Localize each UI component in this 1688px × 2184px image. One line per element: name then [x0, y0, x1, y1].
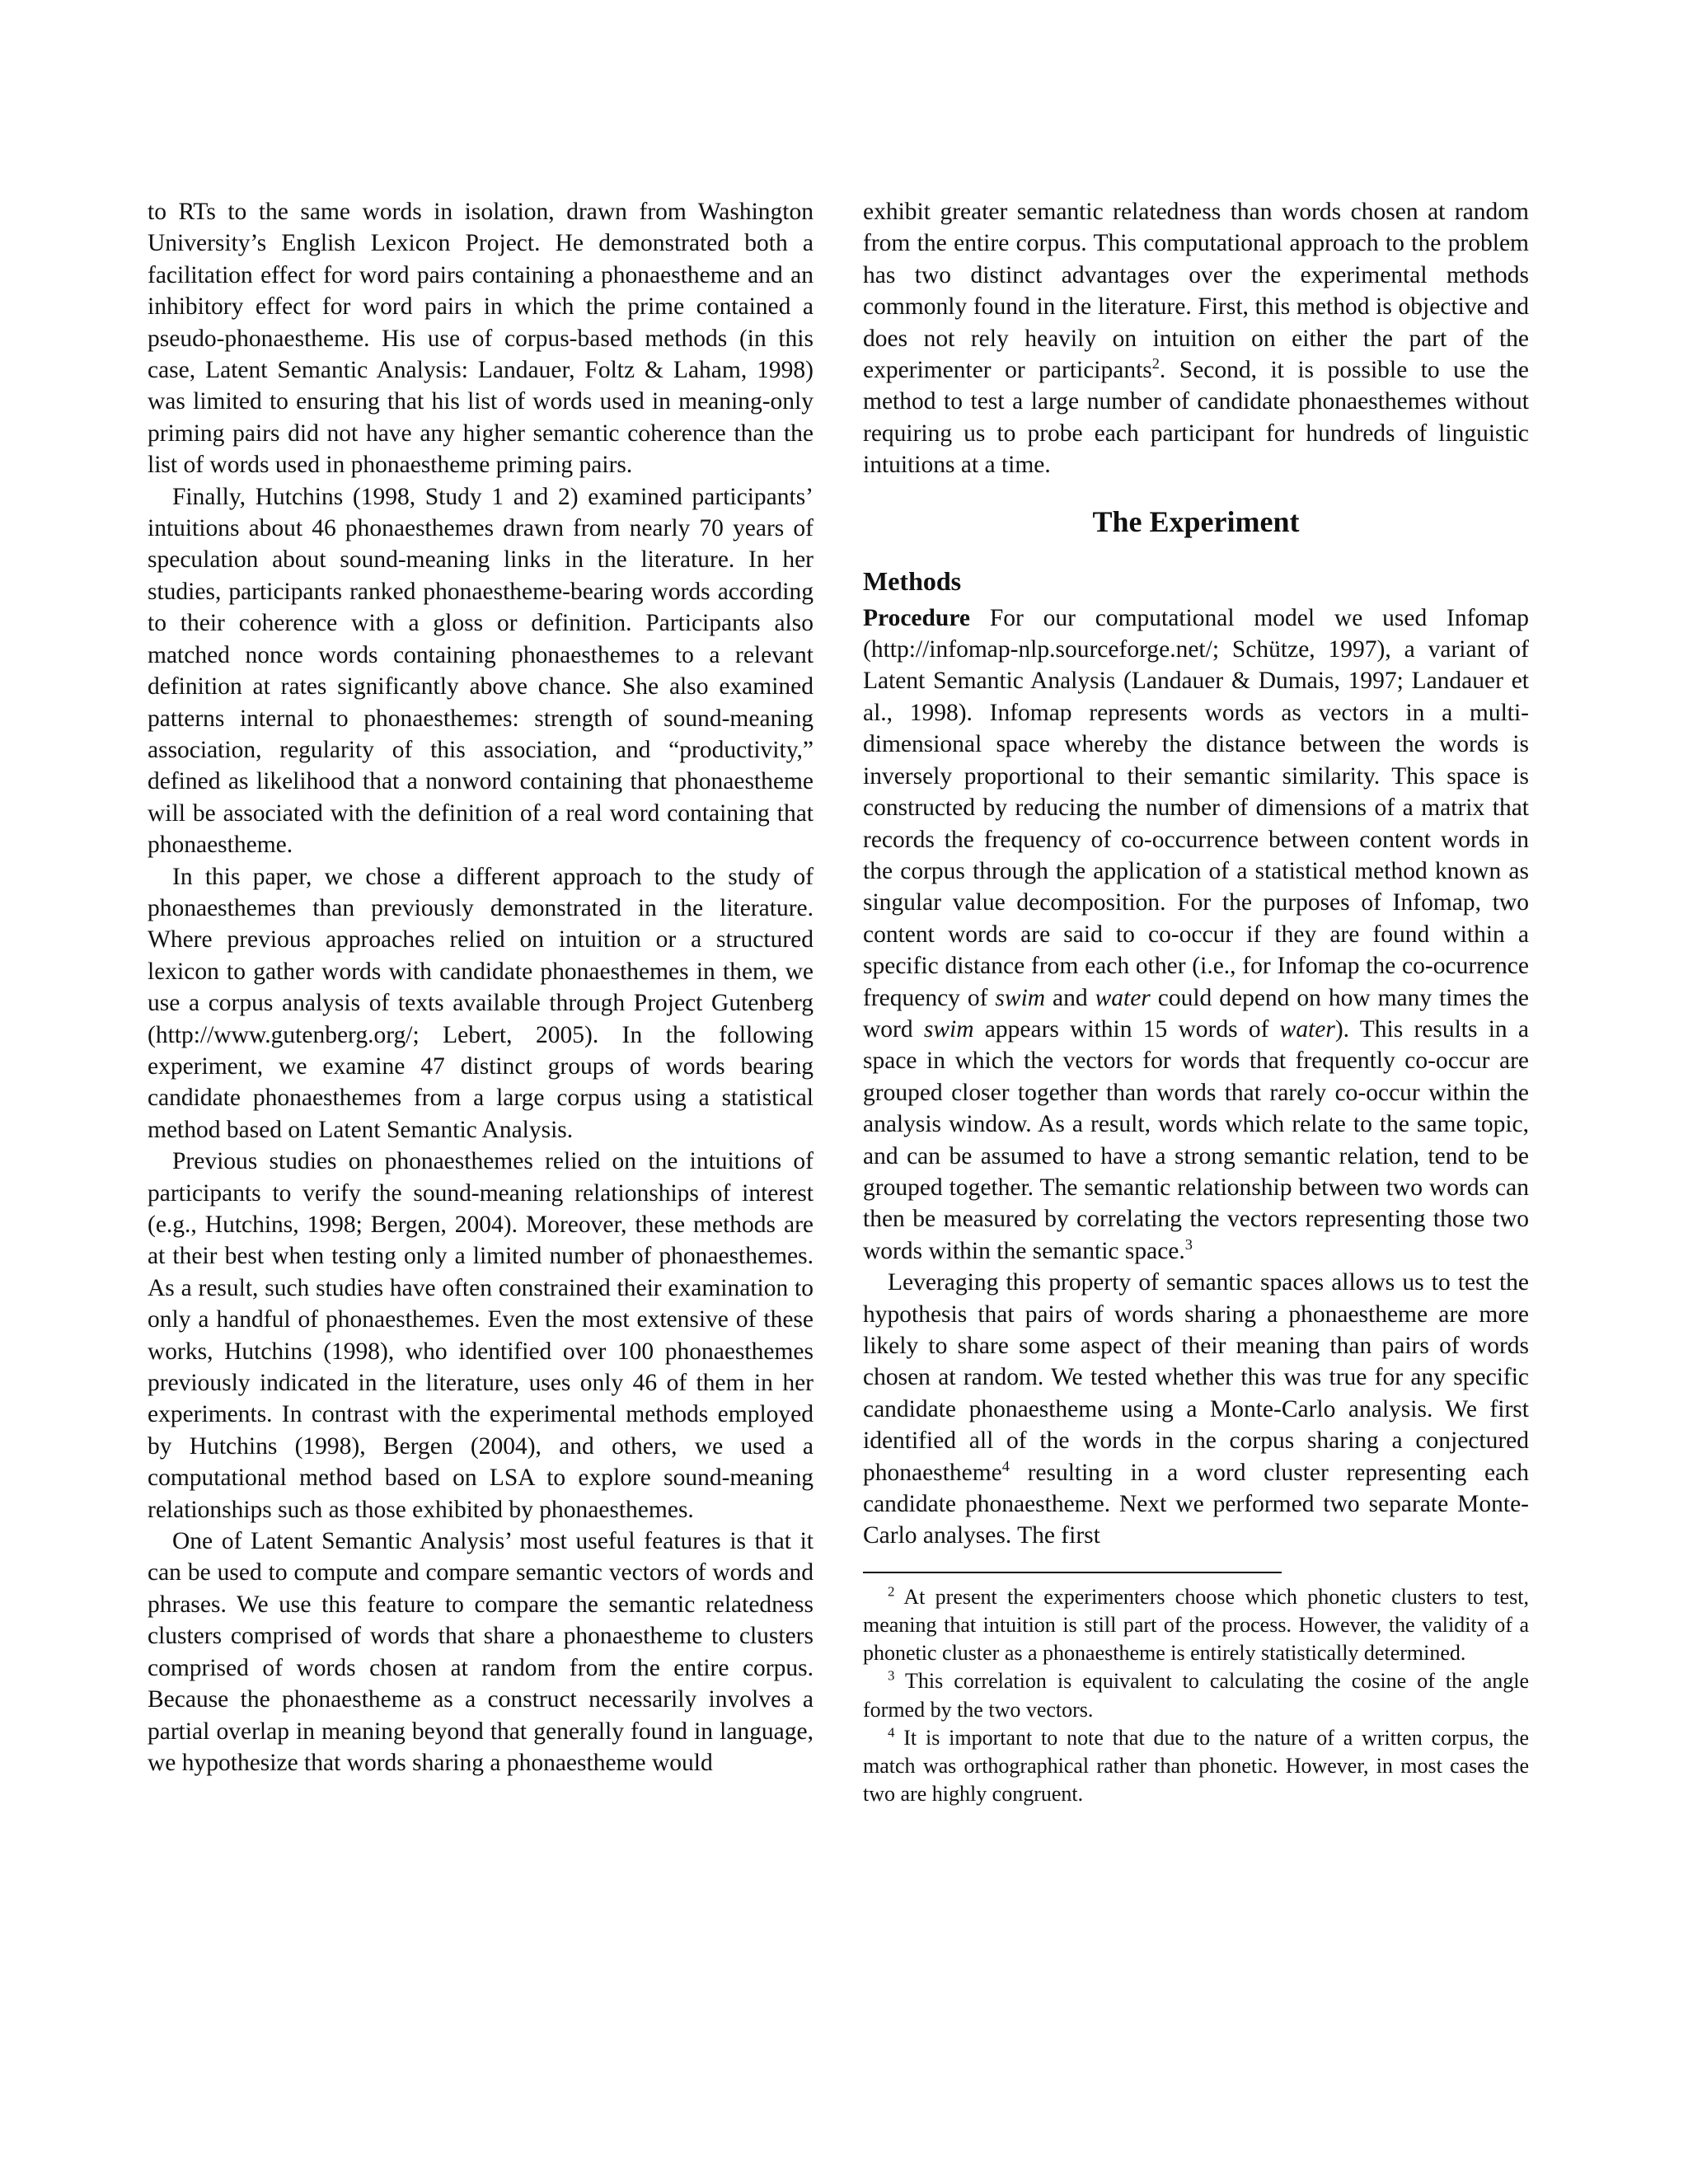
text-run: could depend on how many times the word	[863, 984, 1529, 1043]
footnote-text: It is important to note that due to the nature of a written corpus, the match was orthographical rather than phonetic. However, in most cases the two are highly congruent.	[863, 1725, 1529, 1807]
text-run: appears within 15 words of	[973, 1015, 1280, 1043]
footnote-ref[interactable]: 4	[1001, 1457, 1010, 1474]
paragraph	[863, 196, 1529, 481]
footnote-mark: 4	[888, 1724, 895, 1741]
text-run: and	[1045, 984, 1095, 1011]
footnotes	[863, 1583, 1529, 1809]
footnote	[863, 1724, 1529, 1809]
text-run: Leveraging this property of semantic spaces allows us to test the hypothesis that pairs of words sharing a phonaestheme are more likely to share some aspect of their meaning than pairs of words chosen at random. We tested whether this was true for any specific candidate phonaestheme using a Monte-Carlo analysis. We first identified all of the words in the corpus sharing a conjectured phonaestheme	[863, 1269, 1529, 1486]
footnote	[863, 1667, 1529, 1723]
paragraph: to RTs to the same words in isolation, drawn from Washington University’s English Lexicon Project. He demonstrated both a facilitation effect for word pairs containing a phonaestheme and an inhibitory effect for word pairs in which the prime contained a pseudo-phonaestheme. His use of corpus-based methods (in this case, Latent Semantic Analysis: Landauer, Foltz & Laham, 1998) was limited to ensuring that his list of words used in meaning-only priming pairs did not have any higher semantic coherence than the list of words used in phonaestheme priming pairs.	[148, 199, 814, 479]
italic-term: swim	[995, 984, 1046, 1011]
footnote-mark: 2	[888, 1583, 895, 1600]
run-in-heading: Procedure	[863, 604, 970, 631]
text-run: ). This results in a space in which the vectors for words that frequently co-occur are grouped closer together than words that rarely co-occur within the analysis window. As a result, words which relate to the same topic, and can be assumed to have a strong semantic relation, tend to be grouped together. The semantic relationship between two words can then be measured by correlating the vectors representing those two words within the semantic space.	[863, 1015, 1529, 1264]
text-run: For our computational model we used Infomap (http://infomap-nlp.sourceforge.net/; Schütze, 1997), a variant of Latent Semantic Analysis (Landauer & Dumais, 1997; Landauer et al., 1998). Infomap represents words as vectors in a multi-dimensional space whereby the distance between the words is inversely proportional to their semantic similarity. This space is constructed by reducing the number of dimensions of a matrix that records the frequency of co-occurrence between content words in the corpus through the application of a statistical method known as singular value decomposition. For the purposes of Infomap, two content words are said to co-occur if they are found within a specific distance from each other (i.e., for Infomap the co-ocurrence frequency of	[863, 604, 1529, 1011]
footnote	[863, 1583, 1529, 1668]
italic-term: swim	[923, 1015, 974, 1043]
text-run: resulting in a word cluster representing each candidate phonaestheme. Next we performed two separate Monte-Carlo analyses. The first	[863, 1459, 1529, 1549]
left-column	[148, 196, 814, 1779]
text-run: exhibit greater semantic relatedness than words chosen at random from the entire corpus. This computational approach to the problem has two distinct advantages over the experimental methods commonly found in the literature. First, this method is objective and does not rely heavily on intuition on either the part of the experimenter or participants	[863, 199, 1529, 384]
footnote-ref[interactable]: 2	[1151, 355, 1160, 373]
paragraph	[863, 1267, 1529, 1552]
right-column	[863, 196, 1529, 1808]
paragraph: Finally, Hutchins (1998, Study 1 and 2) examined participants’ intuitions about 46 phonaesthemes drawn from nearly 70 years of speculation about sound-meaning links in the literature. In her studies, participants ranked phonaestheme-bearing words according to their coherence with a gloss or definition. Participants also matched nonce words containing phonaesthemes to a relevant definition at rates significantly above chance. She also examined patterns internal to phonaesthemes: strength of sound-meaning association, regularity of this association, and “productivity,” defined as likelihood that a nonword containing that phonaestheme will be associated with the definition of a real word containing that phonaestheme.	[148, 483, 814, 859]
text-run: . Second, it is possible to use the method to test a large number of candidate phonaesthemes without requiring us to probe each participant for hundreds of linguistic intuitions at a time.	[863, 357, 1529, 479]
subsection-title: Methods	[863, 565, 962, 596]
paragraph: In this paper, we chose a different approach to the study of phonaesthemes than previously demonstrated in the literature. Where previous approaches relied on intuition or a structured lexicon to gather words with candidate phonaesthemes in them, we use a corpus analysis of texts available through Project Gutenberg (http://www.gutenberg.org/; Lebert, 2005). In the following experiment, we examine 47 distinct groups of words bearing candidate phonaesthemes from a large corpus using a statistical method based on Latent Semantic Analysis.	[148, 863, 814, 1143]
footnote-text: This correlation is equivalent to calculating the cosine of the angle formed by the two vectors.	[863, 1669, 1529, 1722]
paragraph: One of Latent Semantic Analysis’ most useful features is that it can be used to compute and compare semantic vectors of words and phrases. We use this feature to compare the semantic relatedness clusters comprised of words that share a phonaestheme to clusters comprised of words chosen at random from the entire corpus. Because the phonaestheme as a construct necessarily involves a partial overlap in meaning beyond that generally found in language, we hypothesize that words sharing a phonaestheme would	[148, 1528, 814, 1776]
footnote-mark: 3	[888, 1667, 895, 1684]
paragraph	[863, 602, 1529, 1268]
italic-term: water	[1095, 984, 1151, 1011]
paragraph: Previous studies on phonaesthemes relied on the intuitions of participants to verify the sound-meaning relationships of interest (e.g., Hutchins, 1998; Bergen, 2004). Moreover, these methods are at their best when testing only a limited number of phonaesthemes. As a result, such studies have often constrained their examination to only a handful of phonaesthemes. Even the most extensive of these works, Hutchins (1998), who identified over 100 phonaesthemes previously indicated in the literature, uses only 46 of them in her experiments. In contrast with the experimental methods employed by Hutchins (1998), Bergen (2004), and others, we used a computational method based on LSA to explore sound-meaning relationships such as those exhibited by phonaesthemes.	[148, 1148, 814, 1523]
footnote-divider	[863, 1572, 1282, 1573]
section-title: The Experiment	[1092, 504, 1300, 538]
footnote-text: At present the experimenters choose which phonetic clusters to test, meaning that intuition is still part of the process. However, the validity of a phonetic cluster as a phonaestheme is entirely statistically determined.	[863, 1584, 1529, 1666]
italic-term: water	[1279, 1015, 1335, 1043]
footnote-ref[interactable]: 3	[1184, 1235, 1193, 1253]
